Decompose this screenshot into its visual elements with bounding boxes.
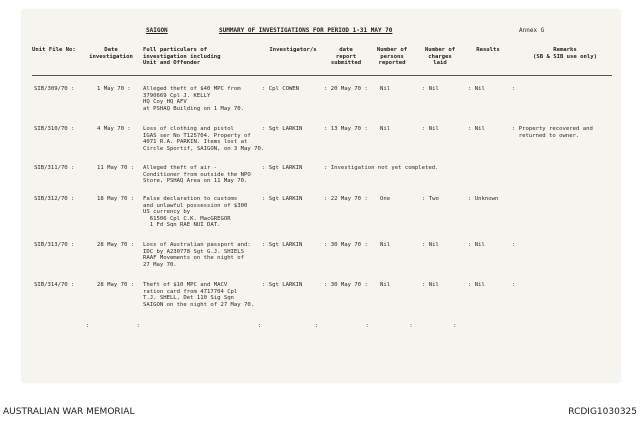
cell-file-no: SIB/313/70 :: [34, 242, 75, 248]
cell-investigator: : Sgt LARKIN: [262, 242, 303, 248]
cell-remarks: :: [512, 242, 516, 248]
cell-report-date: : 30 May 70 :: [324, 282, 368, 288]
cell-persons: Nil: [380, 242, 391, 248]
cell-particulars: Loss of clothing and pistol IGAS ser No T125704. Property of 4071 R.A. PARKIN. Items lost at Circle Sportif, SAIGON, on 3 May 70.: [143, 126, 265, 152]
cell-investigator: : Sgt LARKIN: [262, 282, 303, 288]
header-date-investigation: Date investigation: [89, 47, 133, 60]
heading-title: SUMMARY OF INVESTIGATIONS FOR PERIOD 1-31 MAY 70: [219, 27, 393, 34]
cell-date: 1 May 70 :: [97, 86, 131, 92]
cell-investigator: : Cpl COWEN: [262, 86, 300, 92]
cell-remarks: : Property recovered and returned to owner.: [512, 126, 593, 139]
cell-report-date: : 20 May 70 :: [324, 86, 368, 92]
cell-file-no: SIB/310/70 :: [34, 126, 75, 132]
footer-source: AUSTRALIAN WAR MEMORIAL: [3, 407, 135, 417]
header-rule: [32, 75, 612, 76]
header-charges: Number of charges laid: [424, 47, 456, 67]
cell-report-date: : 13 May 70 :: [324, 126, 368, 132]
cell-report-date: : 22 May 70 :: [324, 196, 368, 202]
document-page: [22, 10, 620, 382]
cell-persons: Nil: [380, 86, 391, 92]
header-persons: Number of persons reported: [376, 47, 408, 67]
cell-file-no: SIB/311/70 :: [34, 165, 75, 171]
archive-footer: [0, 402, 640, 421]
annex-label: Annex G: [519, 27, 545, 34]
cell-date: 4 May 70 :: [97, 126, 131, 132]
cell-file-no: SIB/312/70 :: [34, 196, 75, 202]
cell-results: : Unknown: [468, 196, 499, 202]
cell-persons: Nil: [380, 282, 391, 288]
cell-particulars: Theft of $10 MPC and MACV ration card from 4717704 Cpl T.J. SHELL, Det 110 Sig Sqn SAIGON on the night of 27 May 70.: [143, 282, 255, 308]
cell-particulars: Alleged theft of $40 MPC from 3790669 Cpl J. KELLY HQ Coy HQ AFV at PSHAQ Building on 1 May 70.: [143, 86, 245, 112]
cell-particulars: Loss of Australian passport and: IDC by A230778 Sgt G.J. SHIELS RAAF Movements on the night of 27 May 70.: [143, 242, 251, 268]
cell-persons: Nil: [380, 126, 391, 132]
cell-charges: : Nil: [422, 242, 439, 248]
footer-record-id: RCDIG1030325: [568, 407, 637, 417]
cell-report-date: : 30 May 70 :: [324, 242, 368, 248]
cell-date: 18 May 70 :: [97, 196, 135, 202]
cell-remarks: :: [512, 86, 516, 92]
cell-investigator: : Sgt LARKIN: [262, 126, 303, 132]
cell-file-no: SIB/314/70 :: [34, 282, 75, 288]
cell-file-no: SIB/309/70 :: [34, 86, 75, 92]
header-date-report: date report submitted: [330, 47, 362, 67]
trailing-separators: : : : : : : :: [86, 323, 457, 329]
cell-particulars: Alleged theft of air - Conditioner from outside the NPO Store, PSHAQ Area on 11 May 70.: [143, 165, 251, 185]
cell-charges: : Two: [422, 196, 439, 202]
cell-results: : Nil: [468, 242, 485, 248]
header-investigator: Investigator/s: [269, 47, 317, 53]
cell-charges: : Nil: [422, 126, 439, 132]
header-particulars: Full particulars of investigation including Unit and Offender: [143, 47, 221, 67]
header-remarks: Remarks (SB & SIB use only): [533, 47, 597, 60]
cell-results: : Nil: [468, 86, 485, 92]
cell-investigator: : Sgt LARKIN: [262, 196, 303, 202]
cell-remarks: :: [512, 282, 516, 288]
cell-results: : Nil: [468, 126, 485, 132]
cell-date: 11 May 70 :: [97, 165, 135, 171]
header-file-no: Unit File No:: [32, 47, 76, 53]
cell-investigator: : Sgt LARKIN: [262, 165, 303, 171]
cell-persons: One: [380, 196, 391, 202]
header-results: Results: [476, 47, 500, 53]
heading-left: SAIGON: [146, 27, 168, 34]
cell-charges: : Nil: [422, 86, 439, 92]
cell-date: 28 May 70 :: [97, 282, 135, 288]
cell-particulars: False declaration to customs and unlawful possession of $300 US currency by 61506 Cpl C.K. MacGREGOR 1 Fd Sqn RAE NUI DAT.: [143, 196, 248, 229]
cell-results: : Nil: [468, 282, 485, 288]
cell-report-date: : Investigation not yet completed.: [324, 165, 439, 171]
cell-date: 28 May 70 :: [97, 242, 135, 248]
cell-charges: : Nil: [422, 282, 439, 288]
